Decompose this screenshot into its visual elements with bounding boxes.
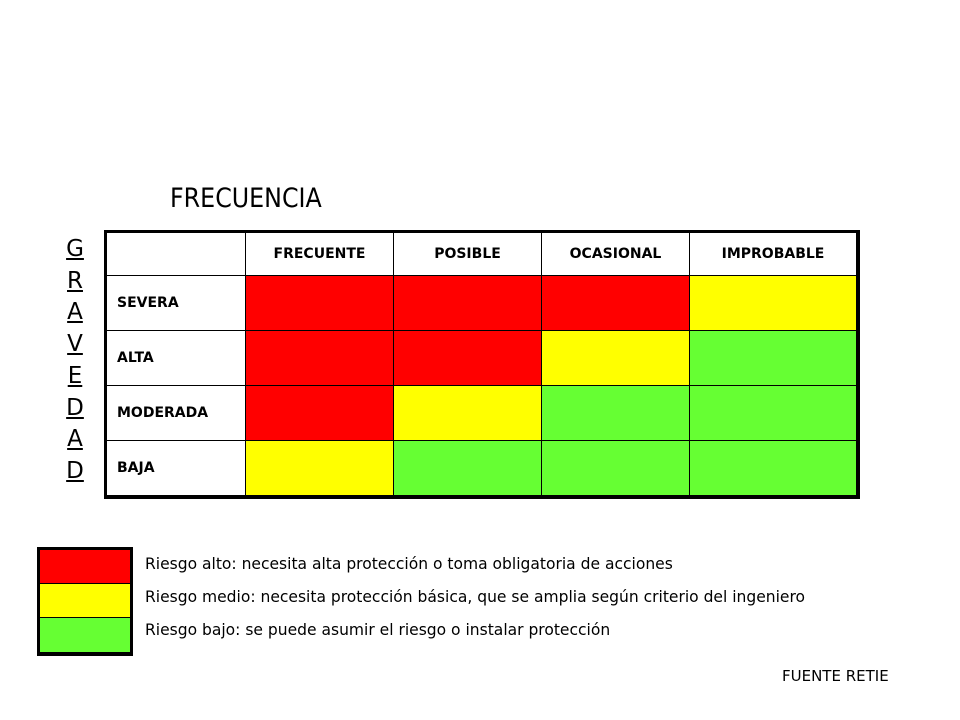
risk-cell [542, 331, 690, 386]
row-header: ALTA [106, 331, 246, 386]
risk-cell [690, 276, 859, 331]
risk-cell [246, 276, 394, 331]
legend-swatch-high [40, 550, 130, 584]
severity-letter: D [66, 394, 84, 421]
risk-cell [690, 441, 859, 498]
risk-cell [246, 386, 394, 441]
legend-text-low: Riesgo bajo: se puede asumir el riesgo o instalar protección [145, 620, 611, 639]
risk-cell [246, 331, 394, 386]
row-header: SEVERA [106, 276, 246, 331]
legend-swatches [37, 547, 133, 656]
severity-letter: R [67, 267, 83, 294]
risk-cell [394, 386, 542, 441]
frequency-axis-title: FRECUENCIA [170, 183, 322, 214]
matrix-row [106, 331, 859, 386]
risk-cell [690, 386, 859, 441]
risk-cell [394, 276, 542, 331]
severity-letter: G [66, 236, 84, 262]
matrix-row [106, 386, 859, 441]
legend-swatch-medium [40, 584, 130, 618]
severity-letter: A [67, 299, 83, 326]
risk-cell [394, 331, 542, 386]
column-header: POSIBLE [394, 232, 542, 276]
legend-text-medium: Riesgo medio: necesita protección básica, que se amplia según criterio del ingeniero [145, 587, 806, 606]
risk-cell [542, 276, 690, 331]
column-header: IMPROBABLE [690, 232, 859, 276]
source-note: FUENTE RETIE [782, 667, 889, 685]
row-header: MODERADA [106, 386, 246, 441]
matrix-row [106, 276, 859, 331]
legend-swatch-low [40, 618, 130, 652]
risk-cell [542, 386, 690, 441]
risk-cell [394, 441, 542, 498]
severity-letter: E [67, 362, 83, 389]
column-header: OCASIONAL [542, 232, 690, 276]
risk-cell [690, 331, 859, 386]
legend-text-high: Riesgo alto: necesita alta protección o toma obligatoria de acciones [145, 554, 673, 573]
matrix-corner-cell [106, 232, 246, 276]
severity-letter: D [66, 457, 84, 484]
severity-letter: A [67, 426, 83, 453]
severity-letter: V [67, 331, 83, 358]
row-header: BAJA [106, 441, 246, 498]
risk-matrix [104, 230, 860, 499]
severity-axis-title [60, 234, 90, 488]
risk-cell [542, 441, 690, 498]
matrix-header-row [106, 232, 859, 276]
risk-cell [246, 441, 394, 498]
matrix-row [106, 441, 859, 498]
column-header: FRECUENTE [246, 232, 394, 276]
